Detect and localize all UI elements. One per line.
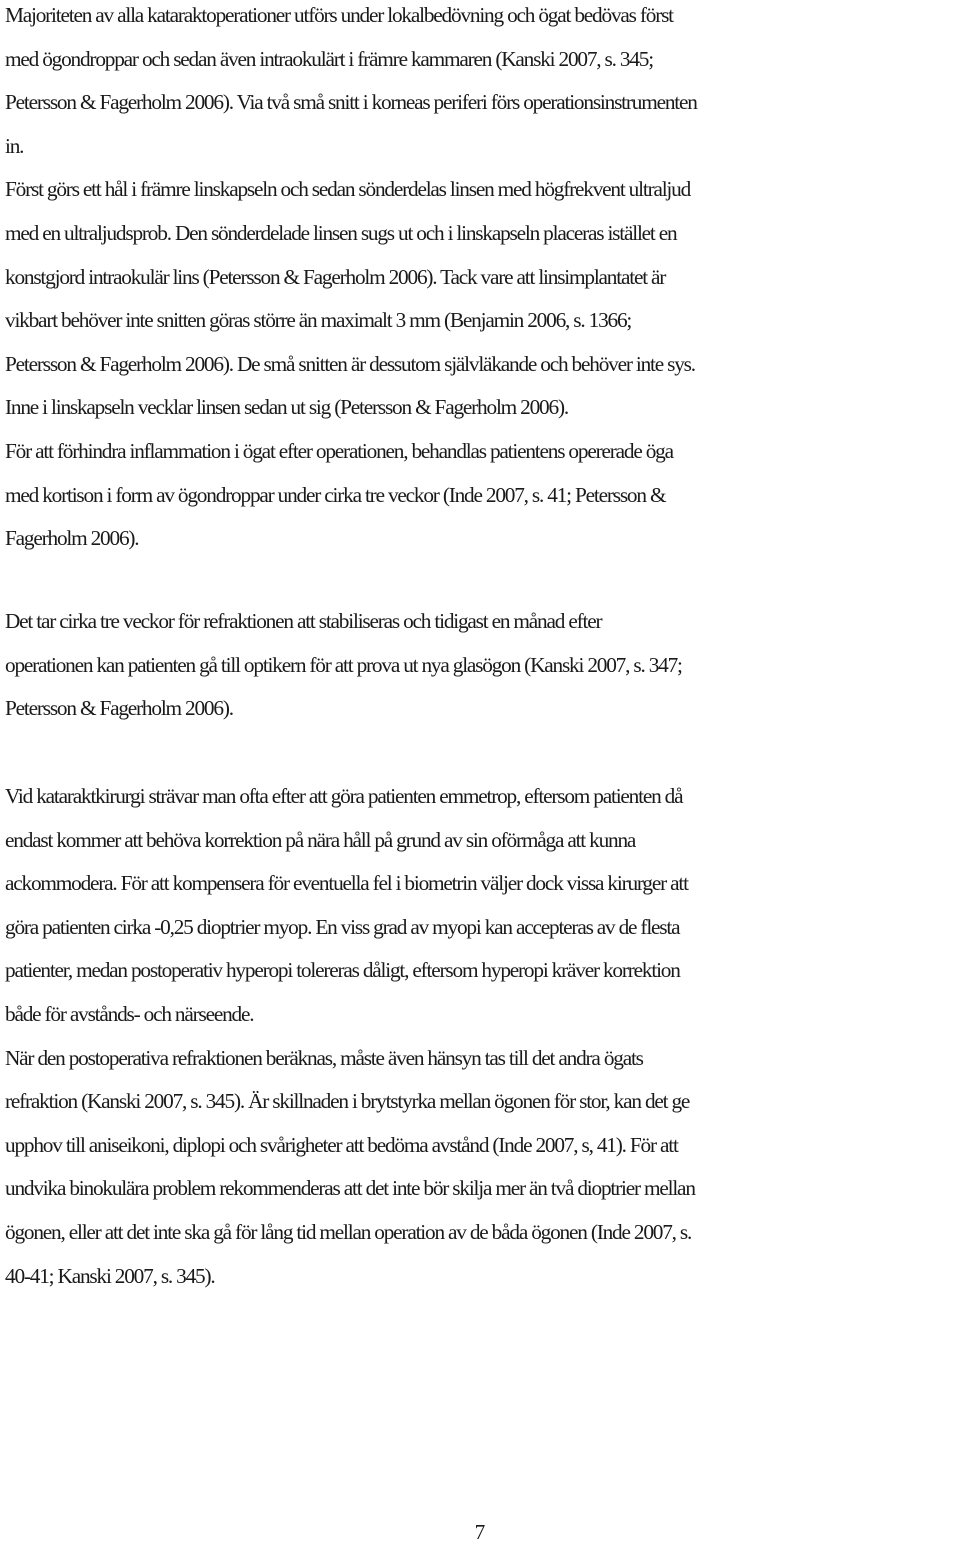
text-line: upphov till aniseikoni, diplopi och svårigheter att bedöma avstånd (Inde 2007, s, 41). För att	[5, 1132, 678, 1157]
text-line: För att förhindra inflammation i ögat efter operationen, behandlas patientens opererade öga	[5, 438, 673, 463]
text-line: ackommodera. För att kompensera för eventuella fel i biometrin väljer dock vissa kirurger att	[5, 871, 688, 896]
text-line: operationen kan patienten gå till optikern för att prova ut nya glasögon (Kanski 2007, s. 347;	[5, 652, 682, 677]
text-line: in.	[5, 133, 24, 158]
text-line: Det tar cirka tre veckor för refraktionen att stabiliseras och tidigast en månad efter	[5, 609, 602, 633]
text-line: refraktion (Kanski 2007, s. 345). Är skillnaden i brytstyrka mellan ögonen för stor, kan det ge	[5, 1089, 690, 1114]
paragraph-cataract-procedure	[5, 0, 957, 561]
text-line: Fagerholm 2006).	[5, 526, 139, 551]
text-line: undvika binokulära problem rekommenderas att det inte bör skilja mer än två dioptrier mellan	[5, 1176, 695, 1201]
text-line: med kortison i form av ögondroppar under cirka tre veckor (Inde 2007, s. 41; Petersson &	[5, 482, 666, 507]
text-line: både för avstånds- och närseende.	[5, 1001, 254, 1026]
text-line: Först görs ett hål i främre linskapseln och sedan sönderdelas linsen med högfrekvent ultraljud	[5, 177, 691, 202]
text-line: 40-41; Kanski 2007, s. 345).	[5, 1263, 215, 1288]
text-line: Petersson & Fagerholm 2006).	[5, 696, 233, 721]
text-line: konstgjord intraokulär lins (Petersson & Fagerholm 2006). Tack vare att linsimplantatet är	[5, 264, 666, 289]
text-line: med en ultraljudsprob. Den sönderdelade linsen sugs ut och i linskapseln placeras istället en	[5, 220, 677, 245]
text-line: Vid kataraktkirurgi strävar man ofta efter att göra patienten emmetrop, eftersom patienten då	[5, 784, 683, 808]
text-line: ögonen, eller att det inte ska gå för lång tid mellan operation av de båda ögonen (Inde 2007, s.	[5, 1219, 692, 1244]
paragraph-refraction-stabilization	[5, 600, 957, 731]
text-line: med ögondroppar och sedan även intraokulärt i främre kammaren (Kanski 2007, s. 345;	[5, 46, 653, 71]
paragraph-emmetropia-target	[5, 775, 957, 1298]
text-line: patienter, medan postoperativ hyperopi tolereras dåligt, eftersom hyperopi kräver korrektion	[5, 958, 680, 983]
text-line: Petersson & Fagerholm 2006). Via två små snitt i korneas periferi förs operationsinstrumenten	[5, 90, 697, 115]
text-line: endast kommer att behöva korrektion på nära håll på grund av sin oförmåga att kunna	[5, 827, 636, 852]
text-line: Inne i linskapseln vecklar linsen sedan ut sig (Petersson & Fagerholm 2006).	[5, 395, 568, 420]
page-number: 7	[474, 1520, 486, 1544]
text-line: Petersson & Fagerholm 2006). De små snitten är dessutom självläkande och behöver inte sys.	[5, 351, 695, 376]
text-line: Majoriteten av alla kataraktoperationer utförs under lokalbedövning och ögat bedövas först	[5, 3, 673, 27]
text-line: När den postoperativa refraktionen beräknas, måste även hänsyn tas till det andra ögats	[5, 1045, 643, 1070]
text-line: göra patienten cirka -0,25 dioptrier myop. En viss grad av myopi kan accepteras av de flesta	[5, 914, 680, 939]
text-line: vikbart behöver inte snitten göras större än maximalt 3 mm (Benjamin 2006, s. 1366;	[5, 308, 632, 333]
